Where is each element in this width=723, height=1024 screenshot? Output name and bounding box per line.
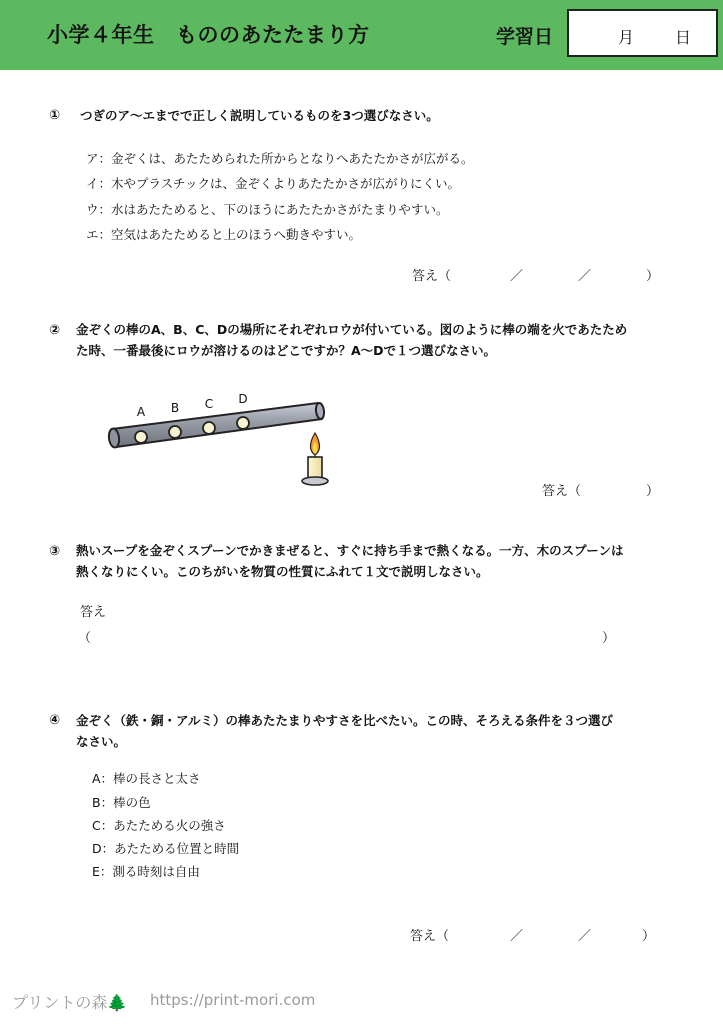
date-label: 学習日 bbox=[496, 26, 554, 48]
q3-answer-field[interactable] bbox=[78, 627, 618, 647]
q4-answer-sep-2: ／ bbox=[578, 929, 592, 944]
q4-option-a: A：棒の長さと太さ bbox=[92, 771, 201, 786]
q4-option-b: B：棒の色 bbox=[92, 795, 151, 810]
q3-answer-open: （ bbox=[78, 631, 92, 646]
wax-dot-a bbox=[135, 431, 147, 443]
q2-text-line2: た時、一番最後にロウが溶けるのはどこですか？A〜Dで１つ選びなさい。 bbox=[76, 343, 497, 358]
q1-answer-field[interactable] bbox=[412, 265, 662, 285]
label-d: D bbox=[238, 392, 248, 406]
wax-dot-c bbox=[203, 422, 215, 434]
q1-number: ① bbox=[49, 108, 61, 123]
q2-answer-field[interactable] bbox=[542, 480, 662, 500]
q1-answer-sep-1: ／ bbox=[510, 269, 524, 284]
candle-icon bbox=[302, 433, 328, 485]
date-day-label: 日 bbox=[675, 28, 692, 47]
date-month-label: 月 bbox=[618, 28, 635, 47]
q2-number: ② bbox=[49, 323, 61, 338]
q4-option-d: D：あたためる位置と時間 bbox=[92, 841, 240, 856]
footer-url-link[interactable]: https://print-mori.com bbox=[150, 991, 316, 1009]
metal-rod-diagram bbox=[100, 385, 340, 490]
q4-option-e: E：測る時刻は自由 bbox=[92, 864, 200, 879]
header-bar bbox=[0, 0, 723, 70]
q4-answer-sep-1: ／ bbox=[510, 929, 524, 944]
q3-number: ③ bbox=[49, 544, 61, 559]
date-box[interactable] bbox=[567, 9, 718, 57]
q1-option-u: ウ：水はあたためると、下のほうにあたたかさがたまりやすい。 bbox=[86, 202, 449, 217]
wax-dot-d bbox=[237, 417, 249, 429]
page-title: 小学４年生 もののあたたまり方 bbox=[47, 23, 370, 47]
q1-option-e: エ：空気はあたためると上のほうへ動きやすい。 bbox=[86, 227, 362, 242]
q3-answer-label: 答え bbox=[80, 605, 107, 620]
q1-option-a: ア：金ぞくは、あたためられた所からとなりへあたたかさが広がる。 bbox=[86, 151, 474, 166]
q4-answer-field[interactable] bbox=[410, 925, 660, 945]
label-c: C bbox=[204, 397, 214, 411]
q3-text-line1: 熱いスープを金ぞくスプーンでかきまぜると、すぐに持ち手まで熱くなる。一方、木のスプーンは bbox=[76, 543, 624, 558]
q4-answer-label: 答え（ bbox=[410, 929, 450, 944]
q1-answer-label: 答え（ bbox=[412, 269, 452, 284]
q4-text-line1: 金ぞく（鉄・銅・アルミ）の棒あたたまりやすさを比べたい。この時、そろえる条件を３つ選び bbox=[76, 713, 614, 728]
label-b: B bbox=[170, 401, 180, 415]
q4-answer-close: ） bbox=[642, 929, 656, 944]
q2-answer-label: 答え（ bbox=[542, 484, 582, 499]
q2-text-line1: 金ぞくの棒のA、B、C、Dの場所にそれぞれロウが付いている。図のように棒の端を火であたため bbox=[76, 322, 628, 337]
wax-dot-b bbox=[169, 426, 181, 438]
q1-answer-sep-2: ／ bbox=[578, 269, 592, 284]
q4-text-line2: なさい。 bbox=[76, 734, 127, 749]
q1-option-i: イ：木やプラスチックは、金ぞくよりあたたかさが広がりにくい。 bbox=[86, 176, 461, 191]
q1-answer-close: ） bbox=[646, 269, 660, 284]
q4-option-c: C：あたためる火の強さ bbox=[92, 818, 226, 833]
q1-text: つぎのア〜エまでで正しく説明しているものを3つ選びなさい。 bbox=[80, 108, 439, 123]
q3-text-line2: 熱くなりにくい。このちがいを物質の性質にふれて１文で説明しなさい。 bbox=[76, 564, 489, 579]
q2-answer-close: ） bbox=[646, 484, 660, 499]
footer-brand: プリントの森🌲 bbox=[12, 993, 128, 1012]
label-a: A bbox=[136, 405, 146, 419]
q4-number: ④ bbox=[49, 713, 61, 728]
q3-answer-close: ） bbox=[602, 631, 616, 646]
